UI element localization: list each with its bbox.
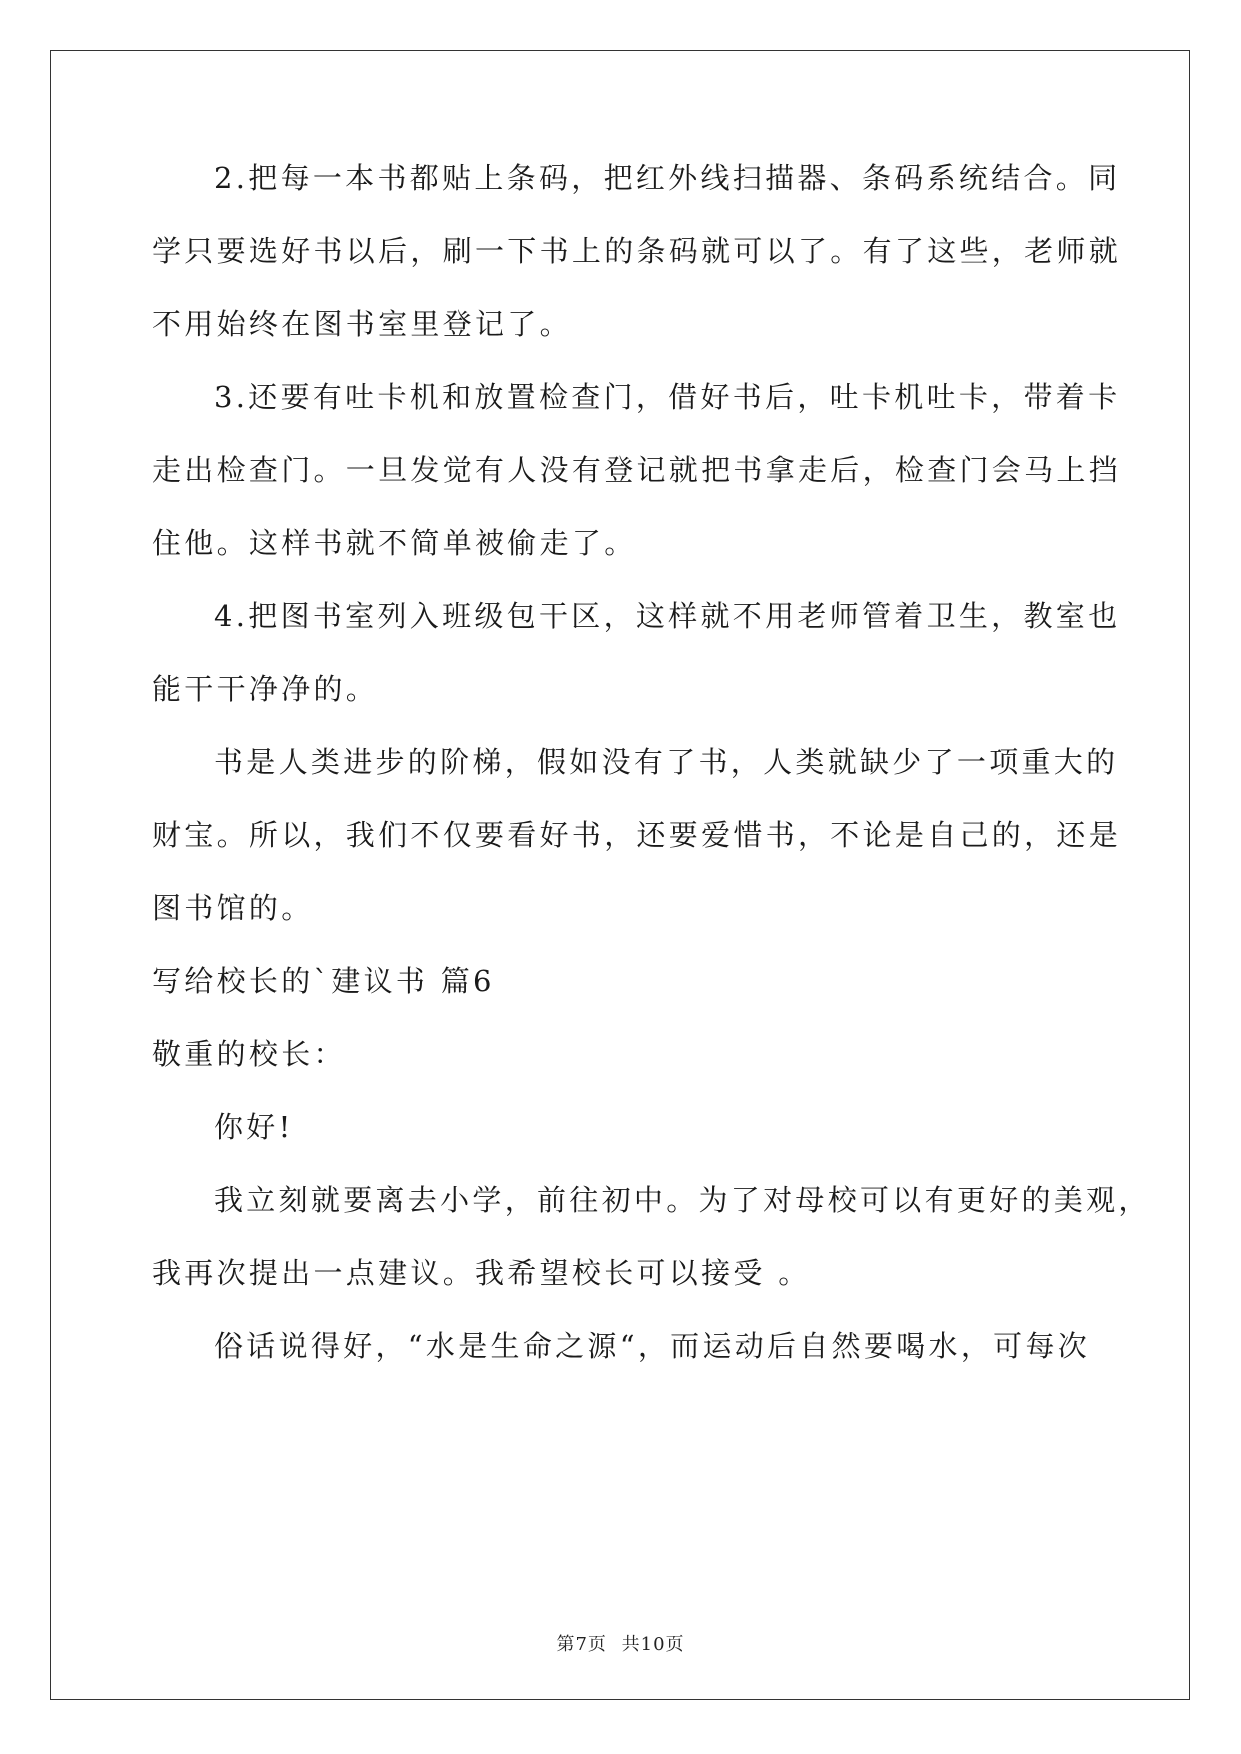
greeting: 你好! — [214, 1110, 294, 1144]
paragraph-line: 我立刻就要离去小学，前往初中。为了对母校可以有更好的美观， — [214, 1183, 1151, 1217]
paragraph-line: 走出检查门。一旦发觉有人没有登记就把书拿走后，检查门会马上挡 — [152, 453, 1122, 487]
section-heading: 写给校长的`建议书 篇6 — [152, 964, 495, 998]
salutation: 敬重的校长： — [152, 1037, 346, 1071]
paragraph-line: 不用始终在图书室里登记了。 — [152, 307, 572, 341]
page-footer — [0, 1630, 1241, 1656]
paragraph-line: 我再次提出一点建议。我希望校长可以接受 。 — [152, 1256, 811, 1290]
page-total: 共10页 — [621, 1634, 685, 1655]
paragraph-line: 3.还要有吐卡机和放置检查门，借好书后，吐卡机吐卡，带着卡 — [214, 380, 1121, 414]
paragraph-line: 学只要选好书以后，刷一下书上的条码就可以了。有了这些，老师就 — [152, 234, 1122, 268]
page-number: 第7页 — [556, 1634, 607, 1655]
paragraph-line: 俗话说得好，“水是生命之源“，而运动后自然要喝水，可每次 — [214, 1329, 1091, 1363]
page-border — [50, 50, 1190, 1700]
paragraph-line: 住他。这样书就不简单被偷走了。 — [152, 526, 637, 560]
paragraph-line: 2.把每一本书都贴上条码，把红外线扫描器、条码系统结合。同 — [214, 161, 1121, 195]
paragraph-line: 财宝。所以，我们不仅要看好书，还要爱惜书，不论是自己的，还是 — [152, 818, 1122, 852]
paragraph-line: 能干干净净的。 — [152, 672, 379, 706]
paragraph-line: 4.把图书室列入班级包干区，这样就不用老师管着卫生，教室也 — [214, 599, 1121, 633]
paragraph-line: 图书馆的。 — [152, 891, 314, 925]
paragraph-line: 书是人类进步的阶梯，假如没有了书，人类就缺少了一项重大的 — [214, 745, 1119, 779]
